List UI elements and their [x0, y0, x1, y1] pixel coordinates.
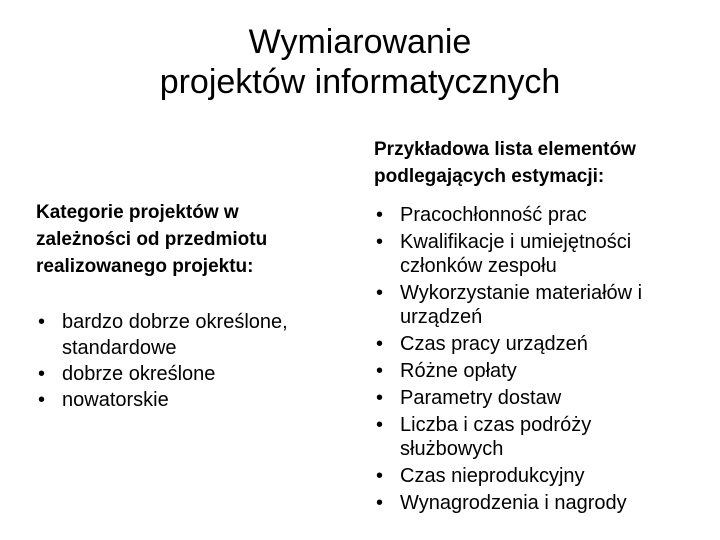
- list-item: [374, 332, 718, 356]
- list-item-text: Czas nieprodukcyjny: [400, 465, 585, 487]
- bullet-icon: •: [376, 333, 384, 355]
- left-heading-line-2: zależności od przedmiotu: [36, 229, 268, 250]
- list-item-text: Czas pracy urządzeń: [400, 333, 588, 355]
- list-item: [36, 361, 356, 387]
- list-item-text: dobrze określone: [62, 363, 216, 385]
- list-item-text: Wykorzystanie materiałów i: [400, 282, 643, 304]
- bullet-icon: •: [376, 231, 384, 253]
- left-column-heading: [36, 199, 356, 280]
- left-heading-line-3: realizowanego projektu:: [36, 256, 254, 277]
- list-item-text: Różne opłaty: [400, 360, 517, 382]
- list-item: [374, 386, 718, 410]
- list-item-text: nowatorskie: [62, 389, 169, 411]
- list-item-text-continued: członków zespołu: [400, 255, 557, 277]
- bullet-icon: •: [376, 387, 384, 409]
- list-item-text-continued: standardowe: [62, 337, 177, 359]
- list-item-text-continued: urządzeń: [400, 306, 483, 328]
- list-item: [36, 309, 356, 361]
- bullet-icon: •: [376, 282, 384, 304]
- bullet-icon: •: [38, 363, 46, 385]
- estimation-elements-list: [374, 203, 718, 515]
- slide-title-line-2: projektów informatycznych: [159, 63, 561, 101]
- list-item: [374, 281, 718, 329]
- bullet-icon: •: [376, 465, 384, 487]
- list-item-text: bardzo dobrze określone,: [62, 311, 288, 333]
- project-categories-list: [36, 309, 356, 413]
- list-item-text: Liczba i czas podróży: [400, 414, 592, 436]
- slide-title-line-1: Wymiarowanie: [248, 23, 472, 61]
- list-item: [374, 491, 718, 515]
- list-item-text: Parametry dostaw: [400, 387, 562, 409]
- list-item-text: Pracochłonność prac: [400, 204, 587, 226]
- list-item: [374, 230, 718, 278]
- list-item: [374, 203, 718, 227]
- right-heading-line-1: Przykładowa lista elementów: [374, 139, 636, 160]
- right-heading-line-2: podlegających estymacji:: [374, 166, 605, 187]
- list-item-text: Kwalifikacje i umiejętności: [400, 231, 632, 253]
- list-item: [374, 413, 718, 461]
- bullet-icon: •: [376, 414, 384, 436]
- bullet-icon: •: [376, 360, 384, 382]
- bullet-icon: •: [376, 492, 384, 514]
- list-item-text: Wynagrodzenia i nagrody: [400, 492, 627, 514]
- right-column-heading: [374, 136, 714, 190]
- bullet-icon: •: [38, 389, 46, 411]
- list-item: [374, 464, 718, 488]
- list-item: [374, 359, 718, 383]
- list-item: [36, 387, 356, 413]
- left-heading-line-1: Kategorie projektów w: [36, 202, 239, 223]
- bullet-icon: •: [38, 311, 46, 333]
- list-item-text-continued: służbowych: [400, 438, 504, 460]
- slide-title: [0, 22, 720, 102]
- bullet-icon: •: [376, 204, 384, 226]
